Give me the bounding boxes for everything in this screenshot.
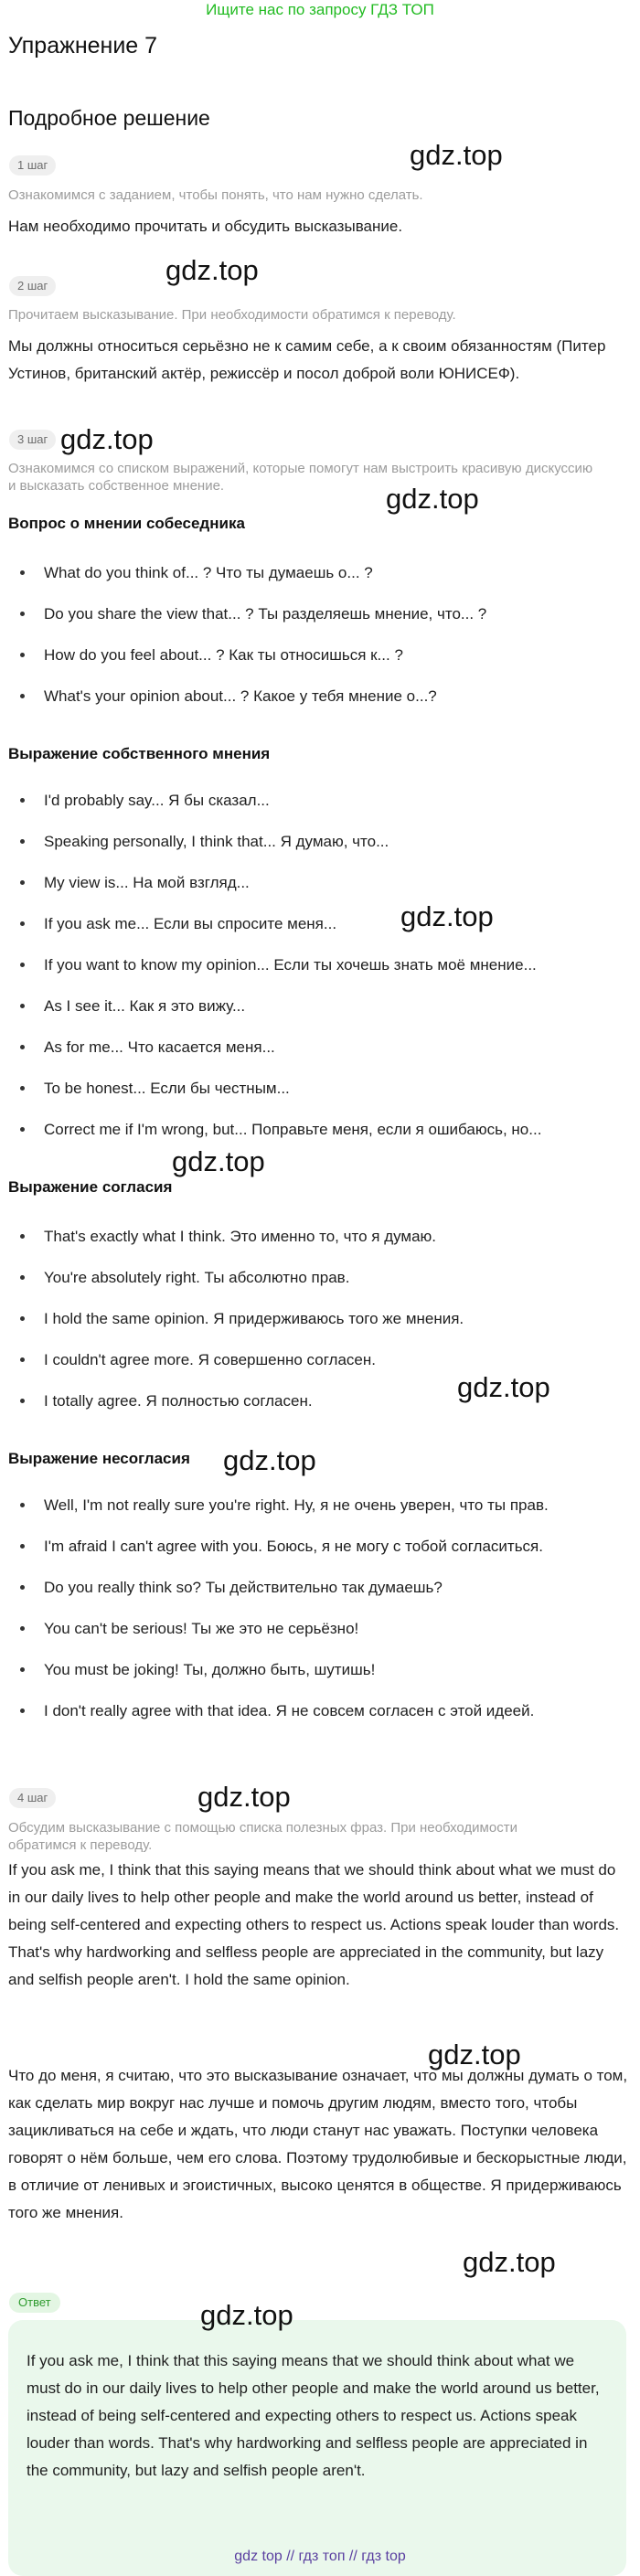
- list-item: As for me... Что касается меня...: [0, 1027, 640, 1068]
- watermark: gdz.top: [463, 2246, 556, 2278]
- list-item: What's your opinion about... ? Какое у тебя мнение о...?: [0, 676, 640, 717]
- bullet-icon: [20, 1626, 25, 1631]
- bullet-icon: [20, 1086, 25, 1091]
- list-item: If you want to know my opinion... Если ты хочешь знать моё мнение...: [0, 944, 640, 985]
- section-heading-agreement: Выражение согласия: [8, 1178, 173, 1196]
- list-item: If you ask me... Если вы спросите меня...: [0, 903, 640, 944]
- bullet-icon: [20, 921, 25, 926]
- bullet-icon: [20, 1316, 25, 1321]
- ask-opinion-list: [0, 552, 640, 717]
- step-2-text: Мы должны относиться серьёзно не к самим себе, а к своим обязанностям (Питер Устинов, британский актёр, режиссёр и посол доброй воли ЮНИСЕФ).: [8, 337, 606, 382]
- section-heading-ask-opinion: Вопрос о мнении собеседника: [8, 515, 245, 532]
- step-4-text-ru: Что до меня, я считаю, что это высказывание означает, что мы должны думать о том, как сделать мир вокруг нас лучше и помочь другим людям, вместо того, чтобы зацикливаться на себе и ждать, что люди станут нас уважать. Поступки человека говорят о нём больше, чем его слова. Поэтому трудолюбивые и бескорыстные люди, в отличие от ленивых и эгоистичных, высоко ценятся в обществе. Я придерживаюсь того же мнения.: [8, 2067, 628, 2221]
- list-item: I don't really agree with that idea. Я не совсем согласен с этой идеей.: [0, 1690, 640, 1731]
- bullet-icon: [20, 1275, 25, 1280]
- disagreement-list: [0, 1485, 640, 1731]
- watermark: gdz.top: [200, 2299, 293, 2331]
- bullet-icon: [20, 880, 25, 885]
- list-item: What do you think of... ? Что ты думаешь о... ?: [0, 552, 640, 593]
- bullet-icon: [20, 1399, 25, 1403]
- section-heading-own-opinion: Выражение собственного мнения: [8, 745, 271, 762]
- list-item: That's exactly what I think. Это именно то, что я думаю.: [0, 1216, 640, 1257]
- step-1-hint: Ознакомимся с заданием, чтобы понять, что нам нужно сделать.: [8, 187, 423, 203]
- watermark: gdz.top: [400, 900, 494, 932]
- watermark: gdz.top: [197, 1781, 291, 1813]
- bullet-icon: [20, 839, 25, 844]
- bullet-icon: [20, 570, 25, 575]
- bullet-icon: [20, 1004, 25, 1008]
- list-item: I couldn't agree more. Я совершенно согласен.: [0, 1339, 640, 1380]
- watermark: gdz.top: [172, 1145, 265, 1177]
- watermark: gdz.top: [223, 1444, 316, 1476]
- answer-badge: Ответ: [9, 2293, 60, 2313]
- step-1-badge: 1 шаг: [9, 155, 56, 176]
- list-item: Correct me if I'm wrong, but... Поправьте меня, если я ошибаюсь, но...: [0, 1109, 640, 1150]
- list-item: You must be joking! Ты, должно быть, шутишь!: [0, 1649, 640, 1690]
- step-4-text-en: If you ask me, I think that this saying means that we should think about what we must do in our daily lives to help other people and make the world around us better, instead of being self-centered and expecting others to respect us. Actions speak louder than words. That's why hardworking and selfless people are appreciated in the community, but lazy and selfish people aren't. I hold the same opinion.: [8, 1861, 620, 1988]
- section-heading-disagreement: Выражение несогласия: [8, 1450, 190, 1467]
- list-item: I'd probably say... Я бы сказал...: [0, 780, 640, 821]
- top-banner-link[interactable]: Ищите нас по запросу ГДЗ ТОП: [206, 1, 434, 18]
- bullet-icon: [20, 963, 25, 967]
- bullet-icon: [20, 1127, 25, 1132]
- bullet-icon: [20, 1544, 25, 1549]
- step-1-text: Нам необходимо прочитать и обсудить высказывание.: [8, 218, 403, 235]
- bullet-icon: [20, 1503, 25, 1507]
- step-2-badge: 2 шаг: [9, 276, 56, 296]
- bullet-icon: [20, 1357, 25, 1362]
- list-item: As I see it... Как я это вижу...: [0, 985, 640, 1027]
- own-opinion-list: [0, 780, 640, 1150]
- watermark: gdz.top: [457, 1371, 550, 1403]
- list-item: My view is... На мой взгляд...: [0, 862, 640, 903]
- page-title: Упражнение 7: [8, 33, 158, 59]
- step-2-hint: Прочитаем высказывание. При необходимости обратимся к переводу.: [8, 307, 456, 323]
- watermark: gdz.top: [60, 423, 154, 455]
- step-3-hint: Ознакомимся со списком выражений, которые помогут нам выстроить красивую дискуссию и высказать собственное мнение.: [8, 461, 593, 494]
- list-item: I totally agree. Я полностью согласен.: [0, 1380, 640, 1421]
- answer-text: If you ask me, I think that this saying means that we should think about what we must do in our daily lives to help other people and make the world around us better, instead of being self-centered and expecting others to respect us. Actions speak louder than words. That's why hardworking and selfless people are appreciated in the community, but lazy and selfish people aren't.: [27, 2352, 600, 2479]
- list-item: Well, I'm not really sure you're right. Ну, я не очень уверен, что ты прав.: [0, 1485, 640, 1526]
- bullet-icon: [20, 798, 25, 803]
- list-item: You're absolutely right. Ты абсолютно прав.: [0, 1257, 640, 1298]
- bullet-icon: [20, 1585, 25, 1590]
- list-item: You can't be serious! Ты же это не серьёзно!: [0, 1608, 640, 1649]
- answer-box: [8, 2320, 626, 2576]
- list-item: Do you really think so? Ты действительно так думаешь?: [0, 1567, 640, 1608]
- footer-links[interactable]: gdz top // гдз топ // гдз top: [234, 2549, 406, 2564]
- watermark: gdz.top: [386, 483, 479, 515]
- list-item: Do you share the view that... ? Ты разделяешь мнение, что... ?: [0, 593, 640, 634]
- list-item: I'm afraid I can't agree with you. Боюсь, я не могу с тобой согласиться.: [0, 1526, 640, 1567]
- list-item: To be honest... Если бы честным...: [0, 1068, 640, 1109]
- bullet-icon: [20, 1708, 25, 1713]
- bullet-icon: [20, 1234, 25, 1239]
- step-3-badge: 3 шаг: [9, 430, 56, 450]
- step-4-hint: Обсудим высказывание с помощью списка полезных фраз. При необходимости обратимся к переводу.: [8, 1820, 517, 1853]
- bullet-icon: [20, 1045, 25, 1049]
- watermark: gdz.top: [410, 139, 503, 171]
- solution-heading: Подробное решение: [8, 106, 210, 130]
- bullet-icon: [20, 612, 25, 616]
- bullet-icon: [20, 1667, 25, 1672]
- list-item: How do you feel about... ? Как ты относишься к... ?: [0, 634, 640, 676]
- step-4-badge: 4 шаг: [9, 1788, 56, 1808]
- bullet-icon: [20, 653, 25, 657]
- watermark: gdz.top: [165, 254, 259, 286]
- bullet-icon: [20, 694, 25, 698]
- watermark: gdz.top: [428, 2038, 521, 2070]
- list-item: I hold the same opinion. Я придерживаюсь того же мнения.: [0, 1298, 640, 1339]
- list-item: Speaking personally, I think that... Я думаю, что...: [0, 821, 640, 862]
